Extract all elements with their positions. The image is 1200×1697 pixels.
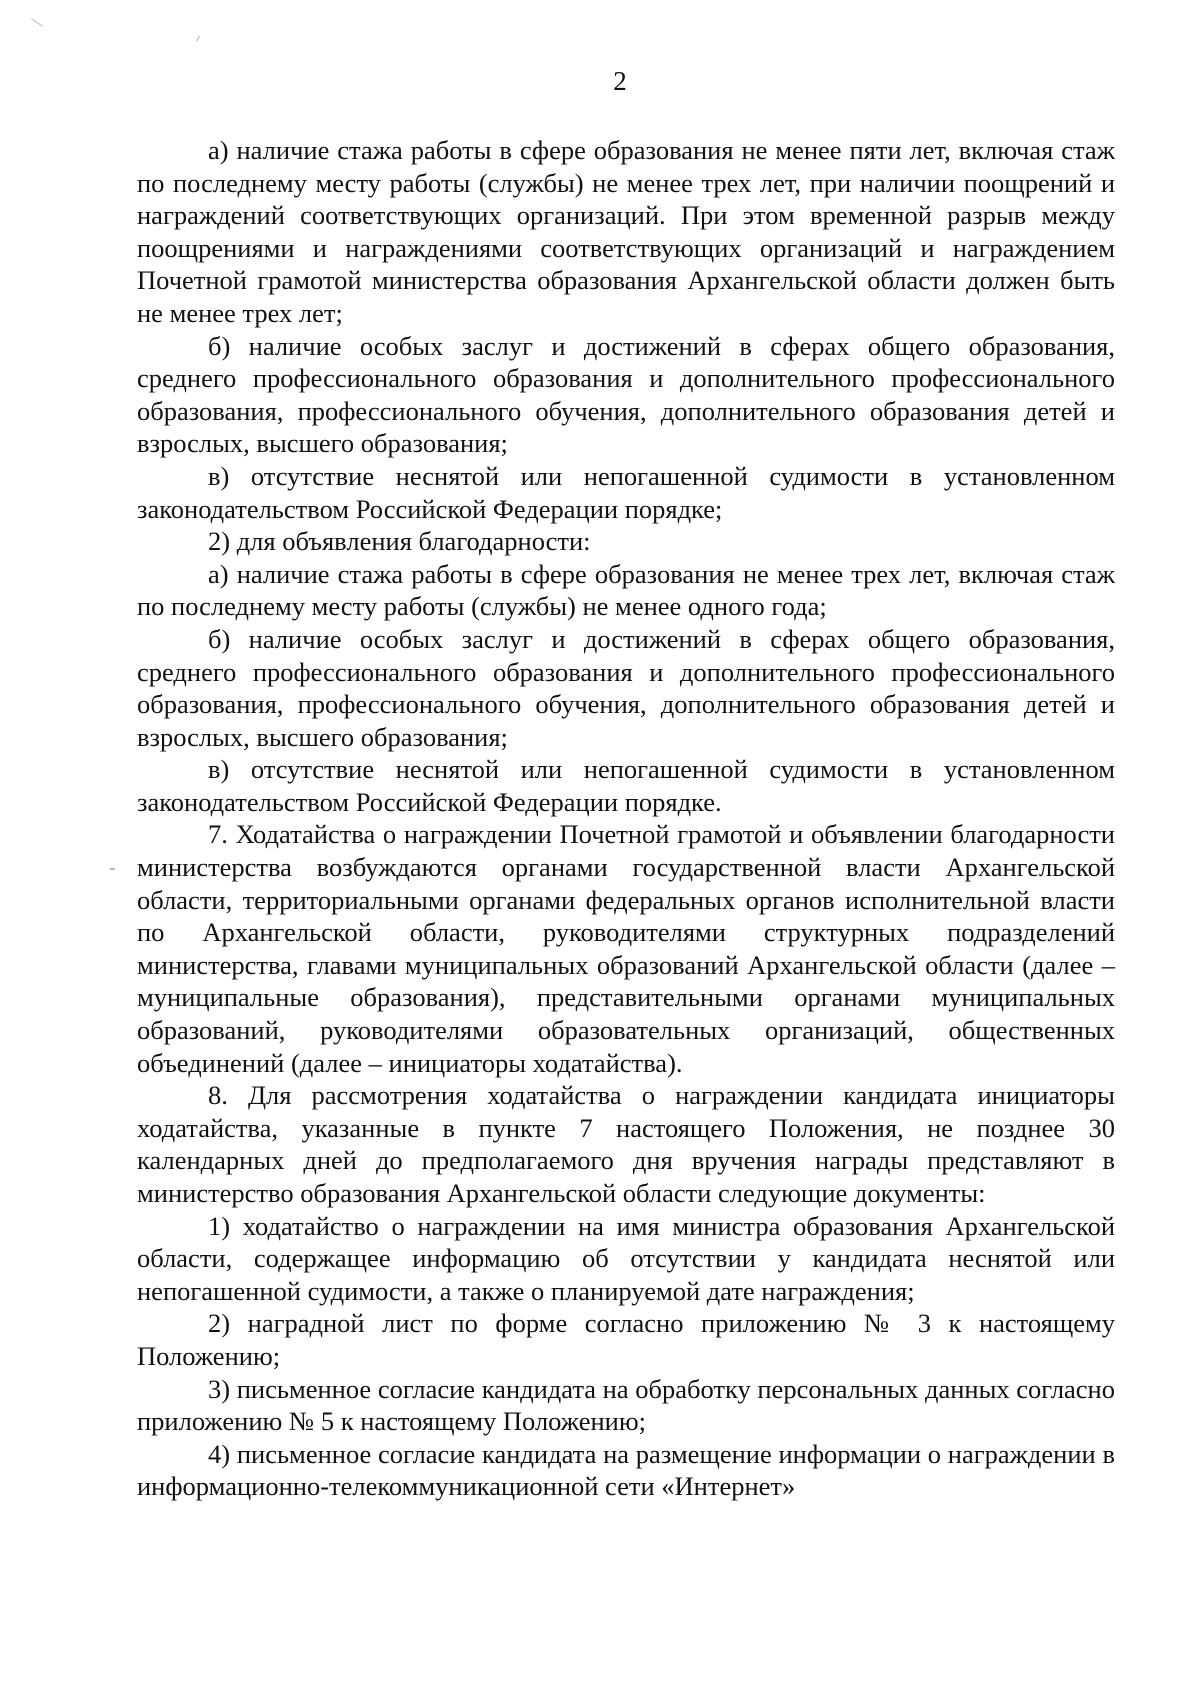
paragraph-8-4-publication-consent: 4) письменное согласие кандидата на размещение информации о награждении в информационно-телекоммуникационной сети «Интернет» — [137, 1438, 1115, 1502]
page-number: 2 — [613, 66, 627, 96]
scan-artifact-mark — [31, 18, 43, 27]
paragraph-2b-merits: б) наличие особых заслуг и достижений в сферах общего образования, среднего профессионального образования и дополнительного профессионального образования, профессионального обучения, дополнительного образования детей и взрослых, высшего образования; — [137, 623, 1115, 752]
paragraph-7-initiators: 7. Ходатайства о награждении Почетной грамотой и объявлении благодарности министерства возбуждаются органами государственной власти Архангельской области, территориальными органами федеральных органов исполнительной власти по Архангельской области, руководителями структурных подразделений министерства, главами муниципальных образований Архангельской области (далее – муниципальные образования), представительными органами муниципальных образований, руководителями образовательных организаций, общественных объединений (далее – инициаторы ходатайства). — [137, 819, 1115, 1078]
paragraph-1c-no-conviction: в) отсутствие неснятой или непогашенной судимости в установленном законодательством Российской Федерации порядке; — [137, 460, 1115, 524]
scan-artifact-mark — [110, 868, 115, 870]
document-body — [137, 134, 1115, 1503]
paragraph-8-3-data-consent: 3) письменное согласие кандидата на обработку персональных данных согласно приложению № 5 к настоящему Положению; — [137, 1373, 1115, 1437]
paragraph-1b-merits: б) наличие особых заслуг и достижений в сферах общего образования, среднего профессионального образования и дополнительного профессионального образования, профессионального обучения, дополнительного образования детей и взрослых, высшего образования; — [137, 330, 1115, 459]
paragraph-2-gratitude-heading: 2) для объявления благодарности: — [208, 526, 591, 557]
paragraph-2a-seniority: а) наличие стажа работы в сфере образования не менее трех лет, включая стаж по последнему месту работы (службы) не менее одного года; — [137, 558, 1115, 622]
paragraph-8-documents: 8. Для рассмотрения ходатайства о награждении кандидата инициаторы ходатайства, указанные в пункте 7 настоящего Положения, не позднее 30 календарных дней до предполагаемого дня вручения награды представляют в министерство образования Архангельской области следующие документы: — [137, 1080, 1115, 1208]
paragraph-8-1-petition: 1) ходатайство о награждении на имя министра образования Архангельской области, содержащее информацию об отсутствии у кандидата неснятой или непогашенной судимости, а также о планируемой дате награждения; — [137, 1210, 1115, 1306]
scan-artifact-mark — [196, 36, 200, 41]
paragraph-8-2-award-sheet: 2) наградной лист по форме согласно приложению № 3 к настоящему Положению; — [137, 1308, 1115, 1371]
paragraph-1a-seniority: а) наличие стажа работы в сфере образования не менее пяти лет, включая стаж по последнему месту работы (службы) не менее трех лет, при наличии поощрений и награждений соответствующих организаций. При этом временной разрыв между поощрениями и награждениями соответствующих организаций и награждением Почетной грамотой министерства образования Архангельской области должен быть не менее трех лет; — [137, 135, 1115, 328]
paragraph-2c-no-conviction: в) отсутствие неснятой или непогашенной судимости в установленном законодательством Российской Федерации порядке. — [137, 754, 1115, 817]
